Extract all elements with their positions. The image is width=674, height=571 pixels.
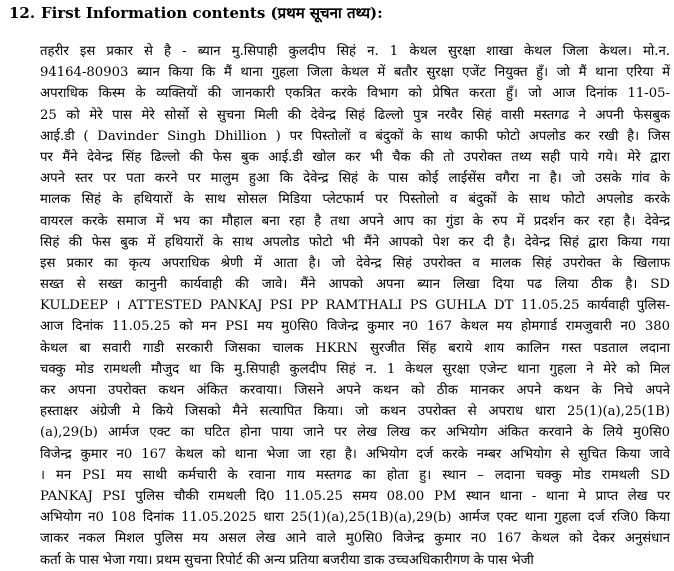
section-number: 12. — [9, 4, 36, 22]
text-line: अपने स्तर पर पता करने पर मालुम हुआ कि देवेन्द्र सिहं के पास कोई लाईसेंस वगैरा ना है। जो उसके गांव के — [40, 171, 670, 187]
text-line: वायरल करके समाज में भय का मौहाल बना रहा है तथा अपने आप का गुंडा के रुप में प्रदर्शन कर रहा है। देवेन्द्र — [40, 213, 670, 229]
text-line: पर मैंने देवेन्द्र सिंह ढिल्लो की फेस बुक आई.डी खोल कर भी चैक की तो उपरोक्त तथ्य सही पाये गये। मेरे द्वारा — [40, 149, 670, 165]
text-line: 25 को मेरे पास मेरे सोर्सो से सुचना मिली की देवेन्द्र सिहं ढिल्लो पुत्र नरवैर सिहं वासी मस्तगढ ने अपनी फेसबुक — [40, 107, 670, 123]
text-line: विजेन्द्र कुमार न0 167 केथल को थाना भेजा जा रहा है। अभियोग दर्ज करके नम्बर अभियोग से सुचित किया जावे — [40, 446, 670, 462]
text-line: सख्त से सख्त कानुनी कार्यवाही की जावे। मैंने आपको अपना ब्यान लिखा दिया पढ लिया ठीक है। SD — [40, 277, 670, 293]
text-line: PANKAJ PSI पुलिस चौकी रामथली दि0 11.05.25 समय 08.00 PM स्थान थाना - थाना मे प्राप्त लेख पर — [40, 488, 670, 504]
text-line: जाकर नकल मिशल पुलिस मय असल लेख आने वाले मु0सि0 विजेन्द्र कुमार न0 167 केथल को देकर अनुसंधान — [40, 531, 670, 547]
text-line: । मन PSI मय साथी कर्मचारी के रवाना गाय मस्तगढ का होता हु। स्थान – लदाना चक्कु मोड रामथली SD — [40, 467, 670, 483]
fir-contents-text — [40, 41, 670, 571]
text-line: आई.डी ( Davinder Singh Dhillion ) पर पिस्तोलों व बंदुकों के साथ काफी फोटो अपलोड कर रखी है। जिस — [40, 128, 670, 144]
text-line: सिहं की फेस बुक में हथियारों के साथ अपलोड फोटो भी मैंने आपको पेश कर दी है। देवेन्द्र सिहं द्वारा किया गया — [40, 234, 670, 250]
text-line: केथल बा सवारी गाडी सरकारी जिसका चालक HKRN सुरजीत सिंह बराये शाय कालिन गस्त पडताल लदाना — [40, 340, 670, 356]
text-line: 94164-80903 ब्यान किया कि मैं थाना गुहला जिला केथल में बतौर सुरक्षा एजेंट नियुक्त हुँ। जो मैं थाना एरिया में — [40, 65, 670, 81]
text-line: कर्ता के पास भेजा गया। प्रथम सुचना रिपोर्ट की अन्य प्रतिया बजरीया डाक उच्चअधिकारीगण के पास भेजी — [40, 552, 534, 568]
text-line: चक्कु मोड रामथली मौजुद था कि मु.सिपाही कुलदीप सिहं न. 1 केथल सुरक्षा एजेन्ट थाना गुहला ने मेरे को मिल — [40, 361, 670, 377]
text-line: कर अपना उपरोक्त कथन अंकित करवाया। जिसने अपने कथन को ठीक मानकर अपने कथन के निचे अपने — [40, 383, 670, 398]
section-title: First Information contents (प्रथम सूचना तथ्य): — [41, 4, 383, 22]
text-line: अभियोग न0 108 दिनांक 11.05.2025 धारा 25(1)(a),25(1B)(a),29(b) आर्मज एक्ट थाना गुहला दर्ज रजि0 किया — [40, 510, 670, 526]
text-line: तहरीर इस प्रकार से है - ब्यान मु.सिपाही कुलदीप सिहं न. 1 केथल सुरक्षा शाखा केथल जिला केथल। मो.न. — [40, 44, 670, 59]
text-line: इस प्रकार का कृत्य अपराधिक श्रेणी में आता है। जो देवेन्द्र सिहं उपरोक्त व मालक सिहं उपरोक्त के खिलाफ — [40, 255, 670, 271]
text-line: (a),29(b) आर्मज एक्ट का घटित होना पाया जाने पर लेख लिख कर अभियोग अंकित करवाने के लिये मु0सि0 — [40, 425, 670, 441]
text-line: हस्ताक्षर अंग्रेजी मे किये जिसको मैने सत्यापित किया। जो कथन उपरोक्त से अपराध धारा 25(1)(a),25(1B) — [40, 404, 670, 420]
text-line: मालक सिहं के हथियारों के साथ सोसल मिडिया प्लेटफार्म पर पिस्तोलो व बंदुकों के साथ फोटो अपलोड करके — [40, 192, 670, 208]
text-line: आज दिनांक 11.05.25 को मन PSI मय मु0सि0 विजेन्द्र कुमार न0 167 केथल मय होमगार्ड रामजुवारी न0 380 — [40, 319, 670, 335]
section-heading — [9, 3, 383, 27]
text-line: KULDEEP । ATTESTED PANKAJ PSI PP RAMTHALI PS GUHLA DT 11.05.25 कार्यवाही पुलिस- — [40, 298, 670, 314]
text-line: अपराधिक किस्म के व्यक्तियों की जानकारी एकत्रित करके विभाग को प्रेषित करता हुँ। जो आज दिनांक 11-05- — [40, 86, 670, 102]
